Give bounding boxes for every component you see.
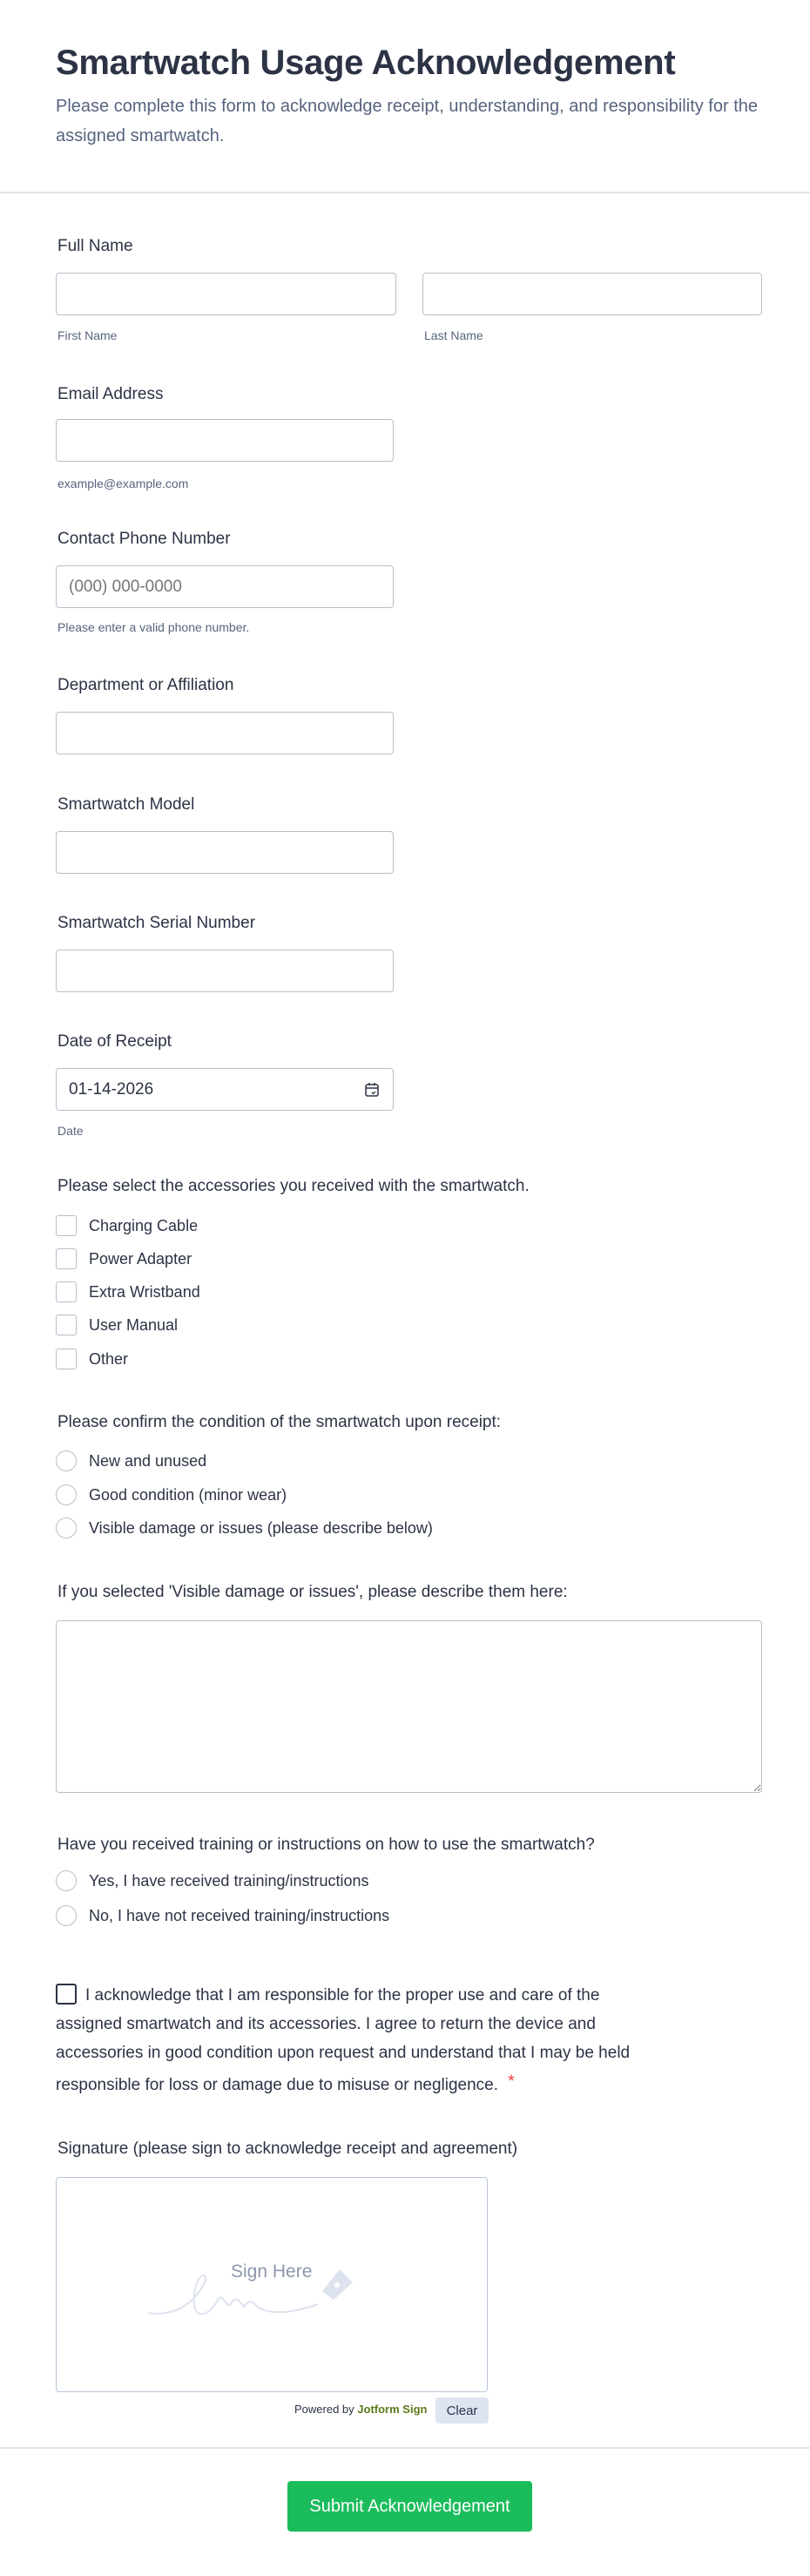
damage-label: If you selected 'Visible damage or issues', please describe them here:: [57, 1583, 568, 1601]
damage-textarea[interactable]: [56, 1620, 762, 1793]
radio[interactable]: [56, 1870, 77, 1891]
option-label: New and unused: [89, 1451, 207, 1470]
radio[interactable]: [56, 1905, 77, 1926]
checkbox-user-manual[interactable]: [56, 1315, 178, 1335]
option-label: Other: [89, 1349, 129, 1368]
first-name-input[interactable]: [56, 273, 396, 315]
footer-divider: [0, 2447, 810, 2449]
checkbox-other[interactable]: [56, 1349, 128, 1369]
radio-visible-damage[interactable]: [56, 1518, 433, 1538]
option-label: User Manual: [89, 1315, 179, 1334]
required-asterisk: *: [508, 2072, 515, 2091]
first-name-sublabel: First Name: [57, 328, 118, 342]
option-label: Good condition (minor wear): [89, 1485, 287, 1504]
checkbox[interactable]: [56, 1281, 77, 1302]
radio[interactable]: [56, 1484, 77, 1505]
date-label: Date of Receipt: [57, 1032, 172, 1051]
signature-pad[interactable]: [56, 2177, 488, 2392]
date-input[interactable]: [56, 1068, 394, 1111]
radio-training-no[interactable]: [56, 1905, 389, 1926]
accessories-label: Please select the accessories you received with the smartwatch.: [57, 1177, 530, 1195]
acknowledge-checkbox[interactable]: [56, 1984, 77, 2005]
checkbox[interactable]: [56, 1315, 77, 1335]
radio-good-condition[interactable]: [56, 1484, 287, 1505]
option-label: Visible damage or issues (please describe below): [89, 1518, 433, 1537]
checkbox[interactable]: [56, 1215, 77, 1236]
form-title: Smartwatch Usage Acknowledgement: [56, 44, 676, 82]
option-label: Charging Cable: [89, 1216, 199, 1234]
model-input[interactable]: [56, 831, 394, 874]
radio[interactable]: [56, 1450, 77, 1471]
model-label: Smartwatch Model: [57, 795, 195, 814]
option-label: No, I have not received training/instructions: [89, 1906, 390, 1924]
date-value: 01-14-2026: [69, 1079, 154, 1099]
checkbox[interactable]: [56, 1349, 77, 1369]
radio-training-yes[interactable]: [56, 1870, 369, 1891]
phone-sublabel: Please enter a valid phone number.: [57, 620, 250, 634]
phone-input[interactable]: [56, 565, 394, 608]
email-label: Email Address: [57, 385, 164, 403]
signature-label: Signature (please sign to acknowledge receipt and agreement): [57, 2140, 518, 2158]
jotform-sign-link[interactable]: Jotform Sign: [357, 2403, 428, 2416]
option-label: Power Adapter: [89, 1249, 192, 1268]
checkbox-power-adapter[interactable]: [56, 1248, 192, 1269]
serial-input[interactable]: [56, 950, 394, 992]
email-sublabel: example@example.com: [57, 477, 189, 490]
email-input[interactable]: [56, 419, 394, 462]
checkbox[interactable]: [56, 1248, 77, 1269]
last-name-sublabel: Last Name: [424, 328, 483, 342]
phone-label: Contact Phone Number: [57, 530, 231, 548]
clear-signature-button[interactable]: Clear: [435, 2397, 489, 2424]
submit-button[interactable]: Submit Acknowledgement: [287, 2481, 532, 2532]
powered-by: [294, 2403, 427, 2416]
training-label: Have you received training or instructions on how to use the smartwatch?: [57, 1836, 595, 1854]
checkbox-extra-wristband[interactable]: [56, 1281, 200, 1302]
acknowledge-field: [56, 1981, 665, 2099]
department-input[interactable]: [56, 712, 394, 754]
condition-label: Please confirm the condition of the smartwatch upon receipt:: [57, 1413, 502, 1431]
calendar-icon[interactable]: [363, 1081, 381, 1099]
form-subtitle: Please complete this form to acknowledge receipt, understanding, and responsibility for the assigned smartwatch.: [56, 97, 759, 145]
powered-by-text: Powered by: [294, 2403, 354, 2416]
serial-label: Smartwatch Serial Number: [57, 914, 256, 932]
last-name-input[interactable]: [422, 273, 762, 315]
date-sublabel: Date: [57, 1124, 84, 1138]
sign-here-placeholder: Sign Here: [231, 2262, 313, 2282]
department-label: Department or Affiliation: [57, 676, 234, 694]
option-label: Yes, I have received training/instructions: [89, 1871, 369, 1890]
checkbox-charging-cable[interactable]: [56, 1215, 198, 1236]
acknowledge-text: I acknowledge that I am responsible for the proper use and care of the assigned smartwatch and its accessories. I agree to return the device and accessories in good condition upon request and understand that I may be held responsible for loss or damage due to misuse or negligence.: [56, 1986, 631, 2094]
option-label: Extra Wristband: [89, 1282, 200, 1301]
full-name-label: Full Name: [57, 237, 133, 255]
radio[interactable]: [56, 1518, 77, 1538]
header-divider: [0, 192, 810, 193]
radio-new-unused[interactable]: [56, 1450, 206, 1471]
